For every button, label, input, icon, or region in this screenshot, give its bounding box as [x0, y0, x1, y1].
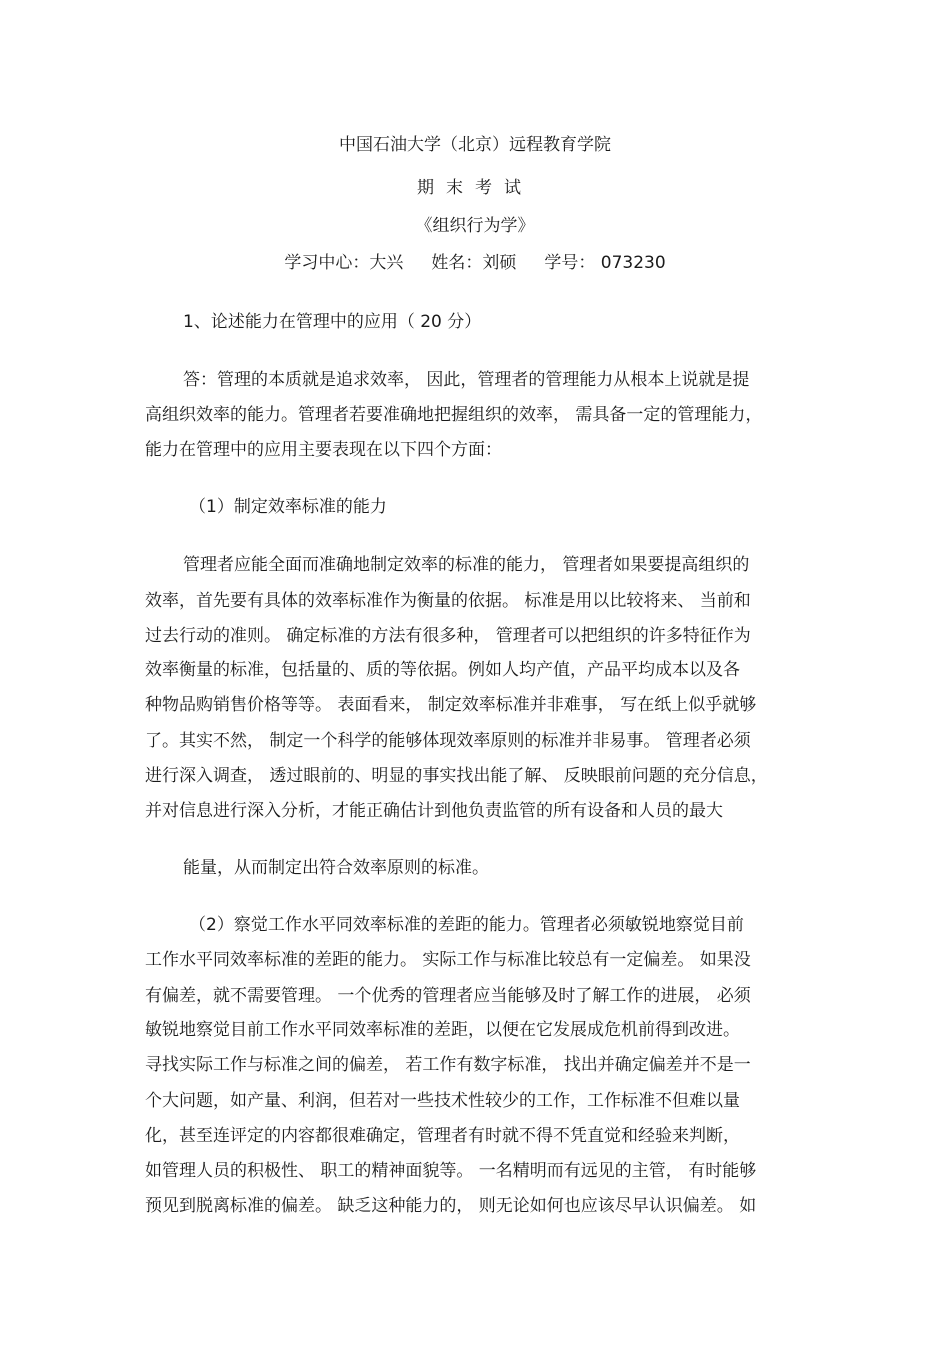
text-line: 高组织效率的能力。管理者若要准确地把握组织的效率， 需具备一定的管理能力， — [145, 405, 763, 425]
student-info — [0, 248, 950, 273]
text-line: 能量，从而制定出符合效率原则的标准。 — [183, 858, 489, 878]
text-line: 管理者应能全面而准确地制定效率的标准的能力， 管理者如果要提高组织的 — [183, 555, 750, 575]
text-line: 了。其实不然， 制定一个科学的能够体现效率原则的标准并非易事。 管理者必须 — [145, 731, 751, 751]
school-title: 中国石油大学（北京）远程教育学院 — [339, 135, 611, 155]
text-line: 过去行动的准则。 确定标准的方法有很多种， 管理者可以把组织的许多特征作为 — [145, 626, 751, 646]
student-name: 姓名：刘硕 — [431, 253, 517, 273]
subsection-heading: （1）制定效率标准的能力 — [189, 497, 387, 517]
text-line: 能力在管理中的应用主要表现在以下四个方面： — [145, 440, 502, 460]
text-line: 化，甚至连评定的内容都很难确定，管理者有时就不得不凭直觉和经验来判断， — [145, 1126, 740, 1146]
text-line: 答：管理的本质就是追求效率， 因此，管理者的管理能力从根本上说就是提 — [183, 370, 750, 390]
text-line: 敏锐地察觉目前工作水平同效率标准的差距，以便在它发展成危机前得到改进。 — [145, 1020, 740, 1040]
exam-title: 期末考试 — [417, 178, 533, 198]
text-line: 预见到脱离标准的偏差。 缺乏这种能力的， 则无论如何也应该尽早认识偏差。 如 — [145, 1196, 757, 1216]
question-heading: 1、论述能力在管理中的应用（ 20 分） — [183, 312, 482, 332]
study-center: 学习中心：大兴 — [284, 253, 404, 273]
text-line: 种物品购销售价格等等。 表面看来， 制定效率标准并非难事， 写在纸上似乎就够 — [145, 695, 757, 715]
subsection-heading: （2）察觉工作水平同效率标准的差距的能力。管理者必须敏锐地察觉目前 — [189, 915, 744, 935]
text-line: 效率衡量的标准，包括量的、质的等依据。例如人均产值，产品平均成本以及各 — [145, 660, 740, 680]
text-line: 寻找实际工作与标准之间的偏差， 若工作有数字标准， 找出并确定偏差并不是一 — [145, 1055, 751, 1075]
text-line: 有偏差，就不需要管理。 一个优秀的管理者应当能够及时了解工作的进展， 必须 — [145, 986, 751, 1006]
text-line: 进行深入调查， 透过眼前的、明显的事实找出能了解、 反映眼前问题的充分信息， — [145, 766, 768, 786]
text-line: 效率，首先要有具体的效率标准作为衡量的依据。 标准是用以比较将来、 当前和 — [145, 591, 751, 611]
student-id: 学号： 073230 — [544, 253, 666, 273]
course-title: 《组织行为学》 — [415, 216, 535, 236]
text-line: 并对信息进行深入分析，才能正确估计到他负责监管的所有设备和人员的最大 — [145, 801, 723, 821]
text-line: 如管理人员的积极性、 职工的精神面貌等。 一名精明而有远见的主管， 有时能够 — [145, 1161, 757, 1181]
text-line: 个大问题，如产量、利润，但若对一些技术性较少的工作，工作标准不但难以量 — [145, 1091, 740, 1111]
text-line: 工作水平同效率标准的差距的能力。 实际工作与标准比较总有一定偏差。 如果没 — [145, 950, 751, 970]
